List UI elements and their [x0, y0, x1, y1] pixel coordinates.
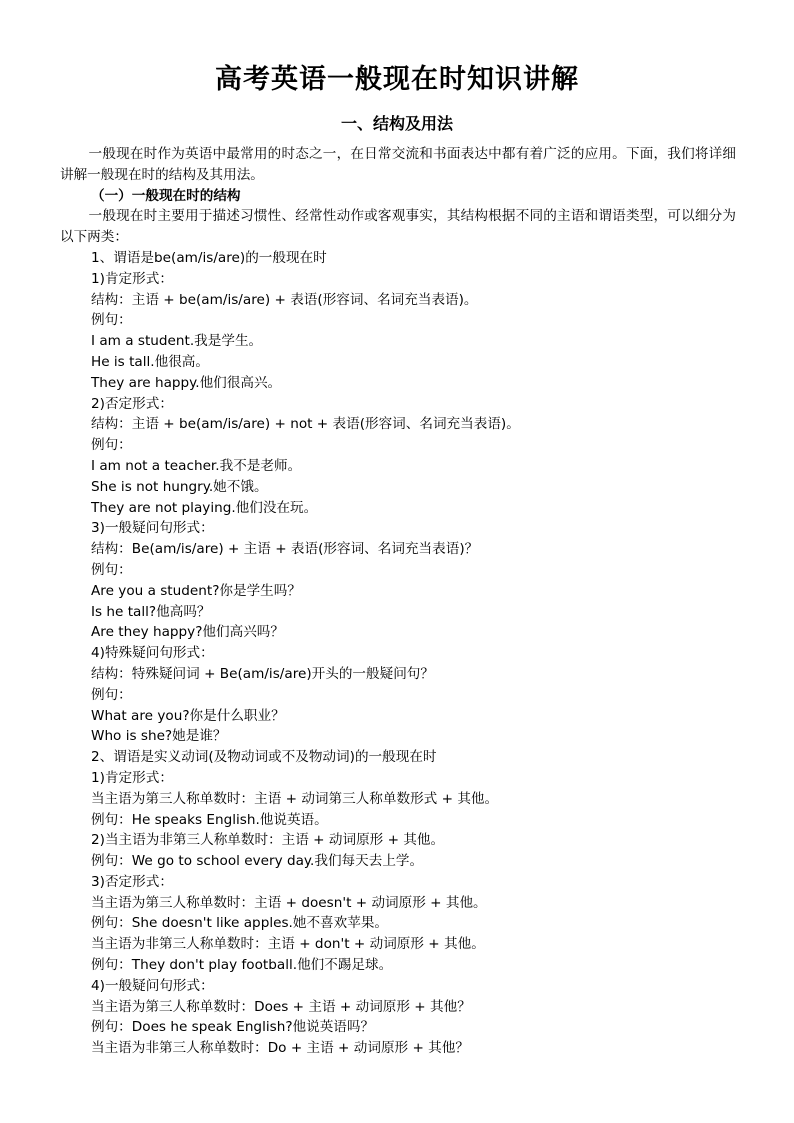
- text-line: 3)否定形式：: [91, 873, 173, 890]
- text-line: 4)一般疑问句形式：: [91, 977, 214, 994]
- text-line: 当主语为第三人称单数时：主语 + doesn't + 动词原形 + 其他。: [91, 894, 487, 911]
- text-line: 4)特殊疑问句形式：: [91, 645, 214, 662]
- text-line: 当主语为非第三人称单数时：主语 + don't + 动词原形 + 其他。: [91, 936, 485, 953]
- example-line: She is not hungry.她不饿。: [91, 478, 268, 495]
- text-line: 当主语为第三人称单数时：主语 + 动词第三人称单数形式 + 其他。: [91, 790, 499, 807]
- example-line: They are happy.他们很高兴。: [91, 374, 282, 391]
- document-title: 高考英语一般现在时知识讲解: [215, 64, 579, 95]
- example-line: Is he tall?他高吗？: [91, 603, 211, 620]
- example-line: I am a student.我是学生。: [91, 333, 263, 350]
- text-line: 结构：Be(am/is/are) + 主语 + 表语(形容词、名词充当表语)？: [91, 541, 479, 558]
- subsection-paragraph: 一般现在时主要用于描述习惯性、经常性动作或客观事实，其结构根据不同的主语和谓语类型，可以细分为以下两类：: [60, 208, 736, 246]
- text-line: 1)肯定形式：: [91, 769, 173, 786]
- text-line: 当主语为非第三人称单数时：Do + 主语 + 动词原形 + 其他？: [91, 1040, 469, 1057]
- example-line: Who is she?她是谁？: [91, 728, 227, 745]
- text-line: 例句：: [91, 437, 132, 454]
- text-line: 2、谓语是实义动词(及物动词或不及物动词)的一般现在时: [91, 749, 437, 766]
- example-line: 例句：She doesn't like apples.她不喜欢苹果。: [91, 915, 389, 932]
- subsection-heading: （一）一般现在时的结构: [91, 187, 241, 204]
- text-line: 结构：主语 + be(am/is/are) + not + 表语(形容词、名词充当表语)。: [91, 416, 520, 433]
- example-line: What are you?你是什么职业？: [91, 707, 285, 724]
- example-line: They are not playing.他们没在玩。: [91, 499, 318, 516]
- text-line: 结构：特殊疑问词 + Be(am/is/are)开头的一般疑问句？: [91, 665, 434, 682]
- text-line: 2)否定形式：: [91, 395, 173, 412]
- text-line: 当主语为第三人称单数时：Does + 主语 + 动词原形 + 其他？: [91, 998, 471, 1015]
- text-line: 例句：: [91, 686, 132, 703]
- example-line: He is tall.他很高。: [91, 353, 209, 370]
- text-line: 3)一般疑问句形式：: [91, 520, 214, 537]
- text-line: 例句：: [91, 312, 132, 329]
- example-line: Are they happy?他们高兴吗？: [91, 624, 284, 641]
- document-body: [60, 144, 736, 1059]
- section-heading: 一、结构及用法: [340, 114, 453, 133]
- text-line: 例句：: [91, 561, 132, 578]
- example-line: 例句：He speaks English.他说英语。: [91, 811, 328, 828]
- text-line: 1、谓语是be(am/is/are)的一般现在时: [91, 249, 327, 266]
- text-line: 2)当主语为非第三人称单数时：主语 + 动词原形 + 其他。: [91, 832, 445, 849]
- example-line: 例句：They don't play football.他们不踢足球。: [91, 957, 393, 974]
- intro-paragraph: 一般现在时作为英语中最常用的时态之一，在日常交流和书面表达中都有着广泛的应用。下面，我们将详细讲解一般现在时的结构及其用法。: [60, 146, 736, 183]
- example-line: 例句：Does he speak English?他说英语吗？: [91, 1019, 375, 1036]
- example-line: I am not a teacher.我不是老师。: [91, 457, 302, 474]
- text-line: 1)肯定形式：: [91, 270, 173, 287]
- text-line: 结构：主语 + be(am/is/are) + 表语(形容词、名词充当表语)。: [91, 291, 478, 308]
- example-line: 例句：We go to school every day.我们每天去上学。: [91, 853, 424, 870]
- example-line: Are you a student?你是学生吗？: [91, 582, 301, 599]
